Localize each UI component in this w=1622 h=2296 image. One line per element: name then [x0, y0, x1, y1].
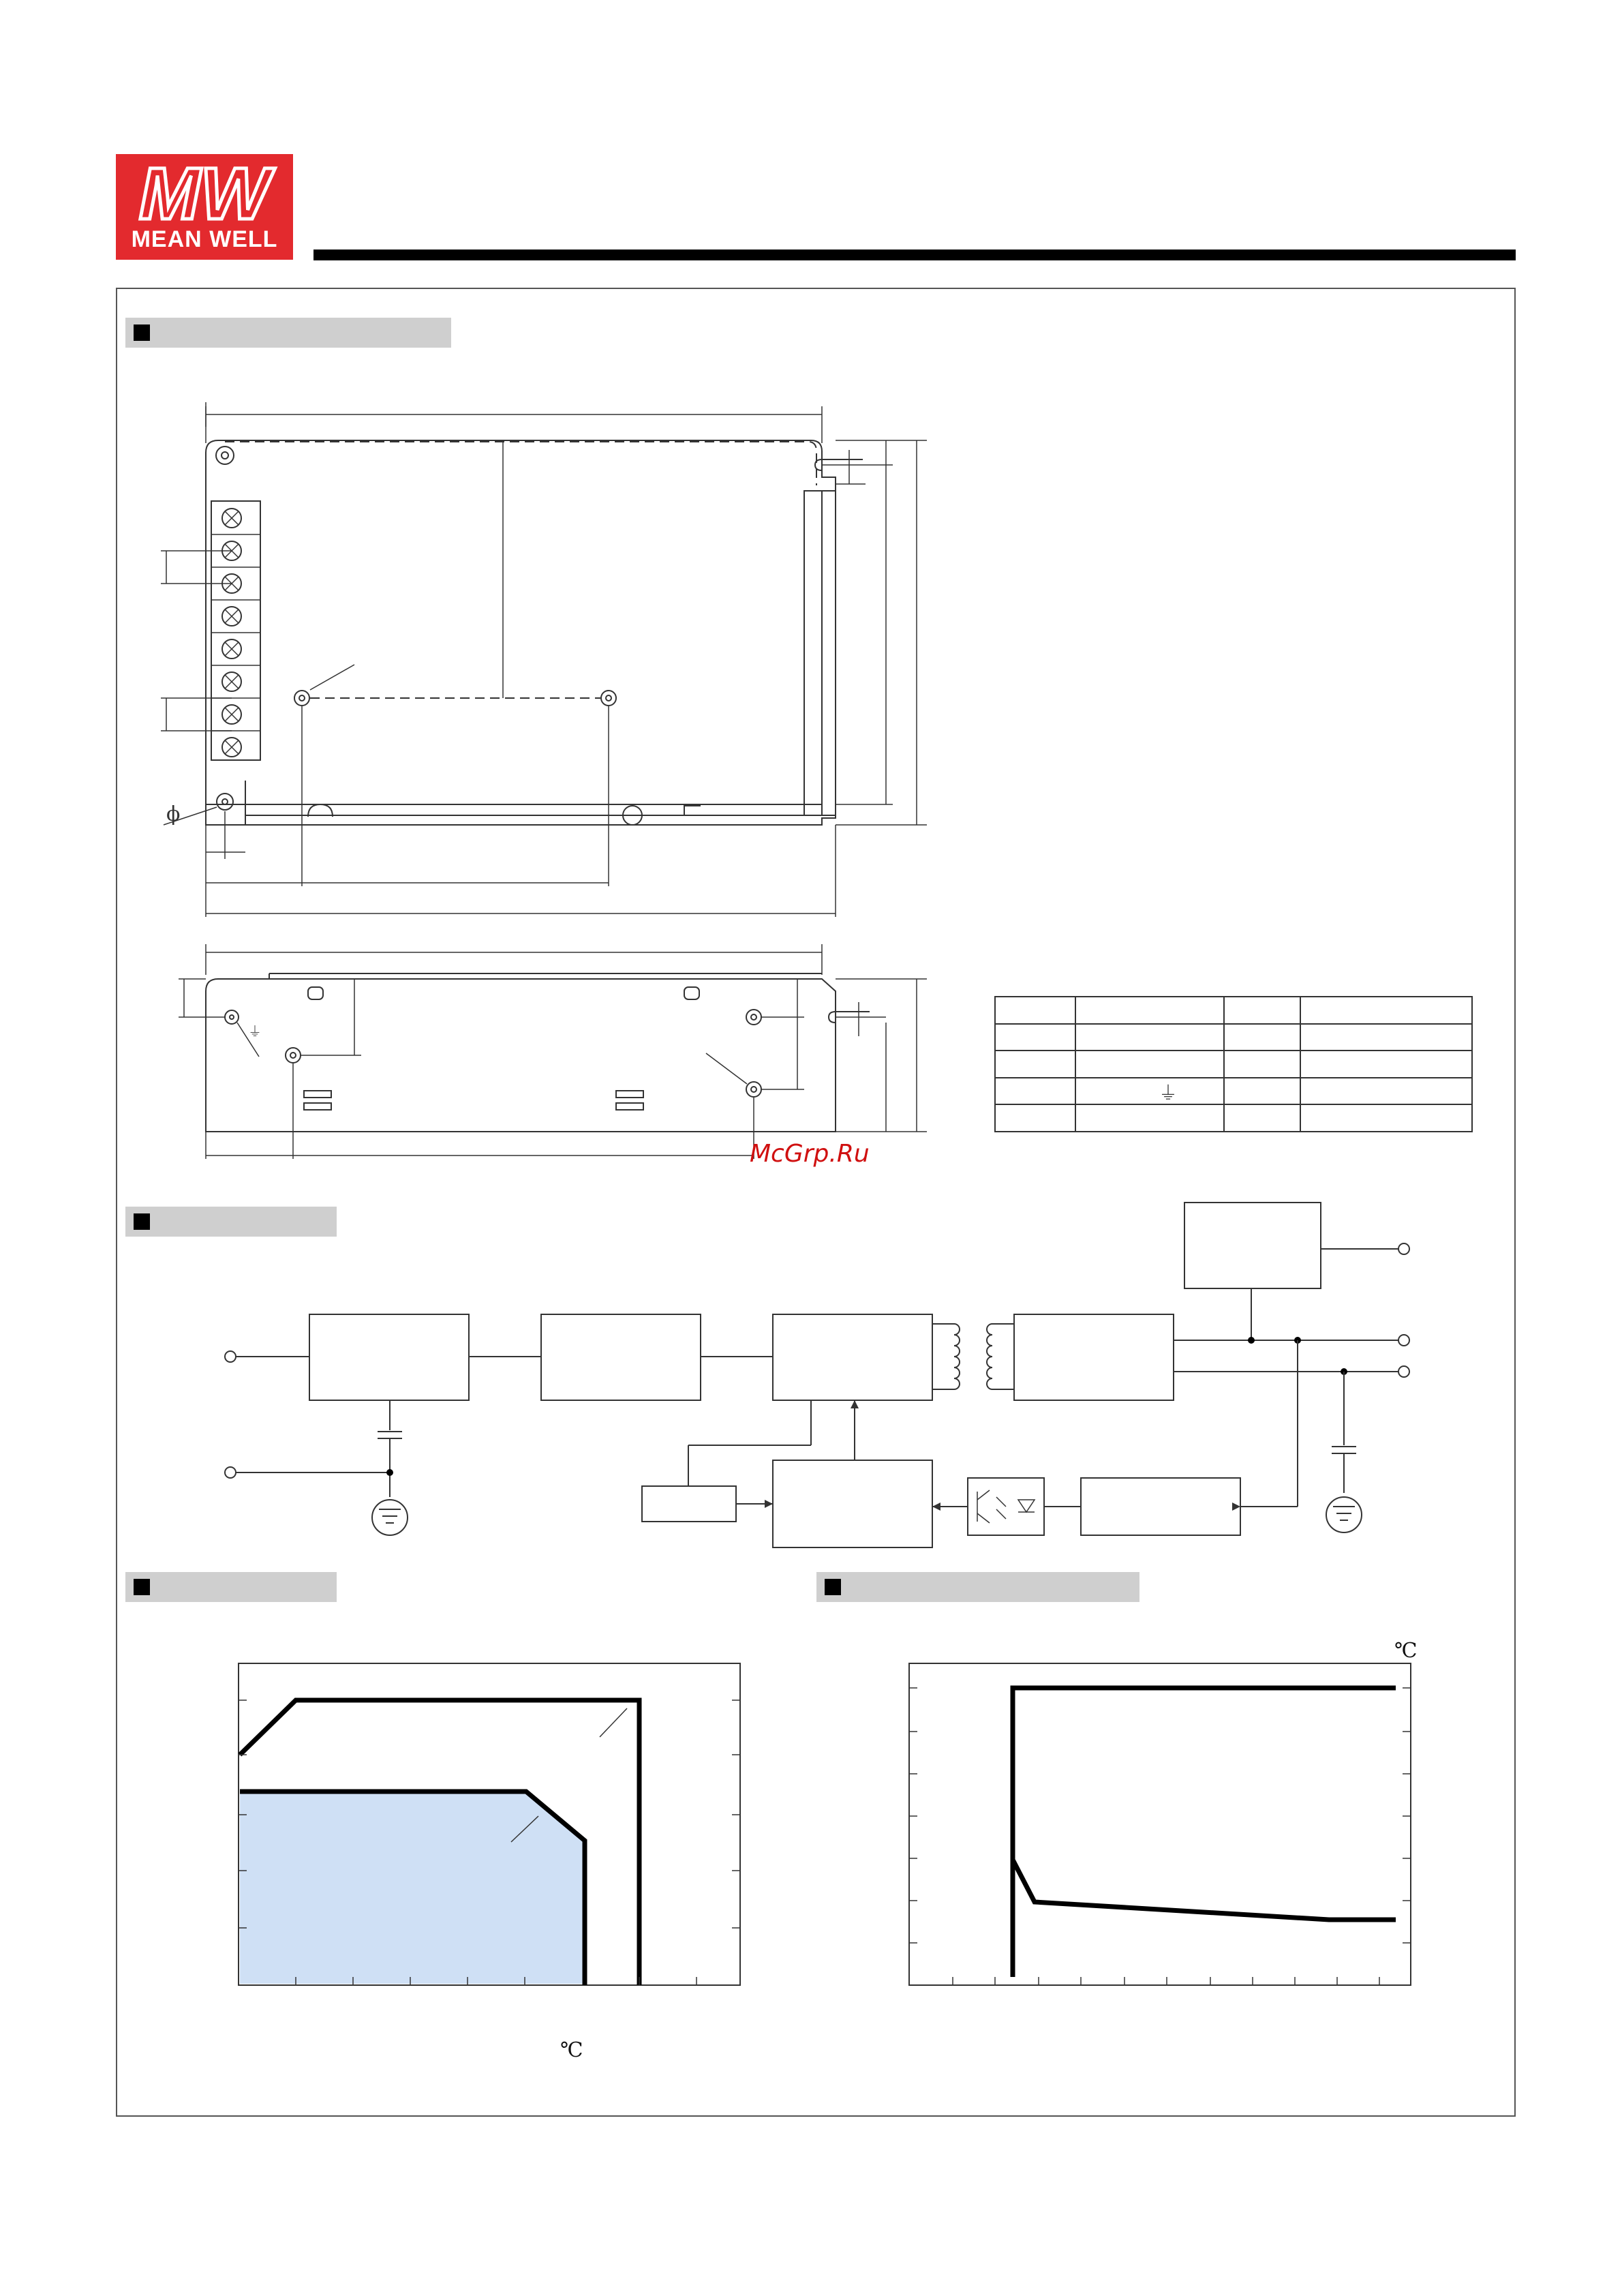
logo-text: MEAN WELL	[131, 226, 278, 252]
svg-text:ϕ: ϕ	[166, 802, 181, 826]
derating-x-unit: ℃	[560, 2038, 583, 2062]
ground-symbol-cell: ⏚	[1159, 1082, 1178, 1104]
svg-text:⏚: ⏚	[248, 1023, 262, 1040]
temp-curve-unit: ℃	[1394, 1639, 1418, 1663]
logo-mark-text: MW	[139, 152, 270, 235]
watermark: McGrp.Ru	[750, 1140, 870, 1168]
